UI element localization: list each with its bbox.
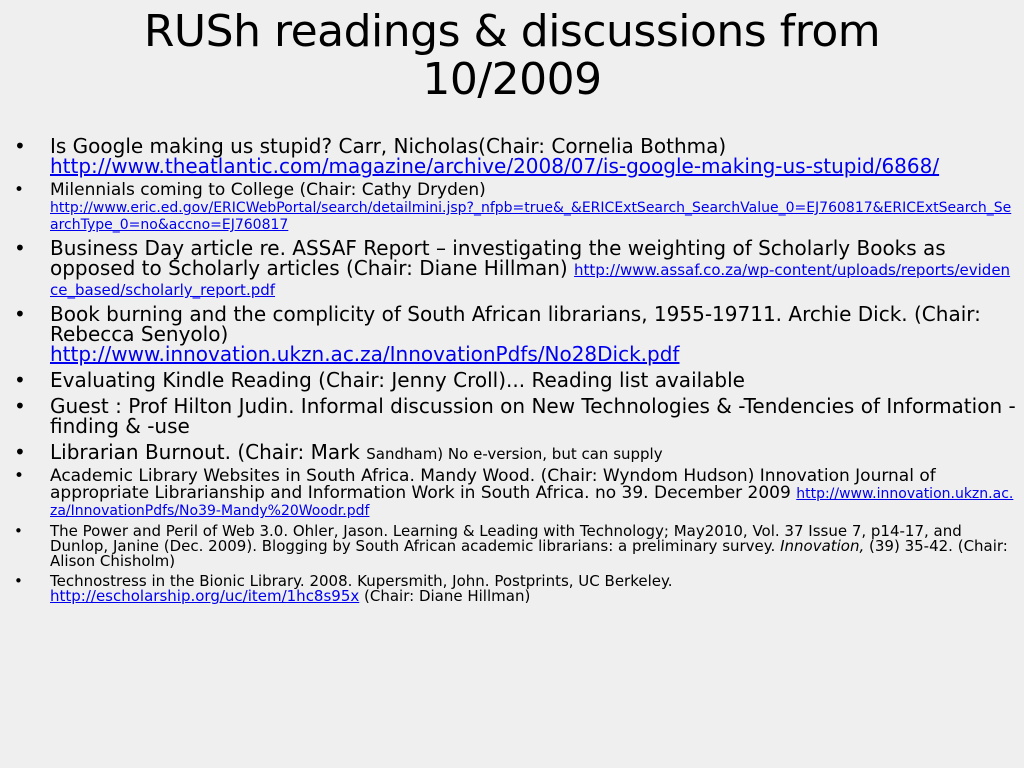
list-item: [10, 370, 1016, 390]
list-item: [10, 396, 1016, 436]
item-text: Academic Library Websites in South Africa. Mandy Wood. (Chair: Wyndom Hudson) Innovation Journal of appropriate Librarianship and Information Work in South Africa. no 39. December 2009: [50, 466, 936, 503]
item-text-after: (Chair: Diane Hillman): [359, 587, 531, 605]
readings-list: [10, 136, 1016, 609]
list-item: [10, 468, 1016, 519]
item-link[interactable]: http://www.innovation.ukzn.ac.za/InnovationPdfs/No39-Mandy%20Woodr.pdf: [50, 486, 1014, 519]
item-text: Guest : Prof Hilton Judin. Informal discussion on New Technologies & -Tendencies of Information -finding & -use: [50, 394, 1016, 438]
bullet-icon: •: [14, 134, 26, 158]
item-text: Is Google making us stupid? Carr, Nicholas(Chair: Cornelia Bothma): [50, 134, 727, 158]
item-text: Book burning and the complicity of South African librarians, 1955-19711. Archie Dick. (Chair: Rebecca Senyolo): [50, 302, 981, 346]
bullet-icon: •: [14, 368, 26, 392]
bullet-icon: •: [14, 572, 23, 590]
item-link[interactable]: http://www.theatlantic.com/magazine/archive/2008/07/is-google-making-us-stupid/6868/: [50, 154, 940, 178]
item-text: Milennials coming to College (Chair: Cathy Dryden): [50, 180, 486, 200]
bullet-icon: •: [14, 394, 26, 418]
item-text: Business Day article re. ASSAF Report – investigating the weighting of Scholarly Books as opposed to Scholarly articles (Chair: Diane Hillman): [50, 236, 946, 280]
list-item: [10, 304, 1016, 364]
bullet-icon: •: [14, 236, 26, 260]
title-line-1: RUSh readings & discussions from: [143, 6, 881, 57]
slide-title: [40, 8, 984, 105]
bullet-icon: •: [14, 440, 26, 464]
item-text: Technostress in the Bionic Library. 2008. Kupersmith, John. Postprints, UC Berkeley.: [50, 572, 673, 590]
list-item: [10, 524, 1016, 569]
list-item: [10, 574, 1016, 604]
item-link[interactable]: http://www.assaf.co.za/wp-content/uploads/reports/evidence_based/scholarly_report.pdf: [50, 261, 1011, 299]
bullet-icon: •: [14, 466, 25, 486]
item-text-small: Sandham) No e-version, but can supply: [366, 445, 663, 463]
list-item: [10, 442, 1016, 462]
item-link[interactable]: http://www.eric.ed.gov/ERICWebPortal/search/detailmini.jsp?_nfpb=true&_&ERICExtSearch_SearchValue_0=EJ760817&ERICExtSearch_SearchType_0=no&accno=EJ760817: [50, 200, 1012, 233]
list-item: [10, 238, 1016, 298]
bullet-icon: •: [14, 302, 26, 326]
item-link[interactable]: http://escholarship.org/uc/item/1hc8s95x: [50, 587, 360, 605]
bullet-icon: •: [14, 180, 25, 200]
item-text: Evaluating Kindle Reading (Chair: Jenny Croll)... Reading list available: [50, 368, 745, 392]
item-text: Librarian Burnout. (Chair: Mark: [50, 440, 367, 464]
item-text-italic: Innovation,: [780, 537, 865, 555]
item-link[interactable]: http://www.innovation.ukzn.ac.za/InnovationPdfs/No28Dick.pdf: [50, 342, 680, 366]
bullet-icon: •: [14, 522, 23, 540]
item-text-end: (39) 35-42. (Chair: Alison Chisholm): [50, 537, 1008, 570]
list-item: [10, 182, 1016, 233]
list-item: [10, 136, 1016, 176]
item-text: The Power and Peril of Web 3.0. Ohler, Jason. Learning & Leading with Technology; May2010, Vol. 37 Issue 7, p14-17, and Dunlop, Janine (Dec. 2009). Blogging by South African academic librarians: a preliminary survey.: [50, 522, 962, 555]
title-line-2: 10/2009: [422, 54, 602, 106]
